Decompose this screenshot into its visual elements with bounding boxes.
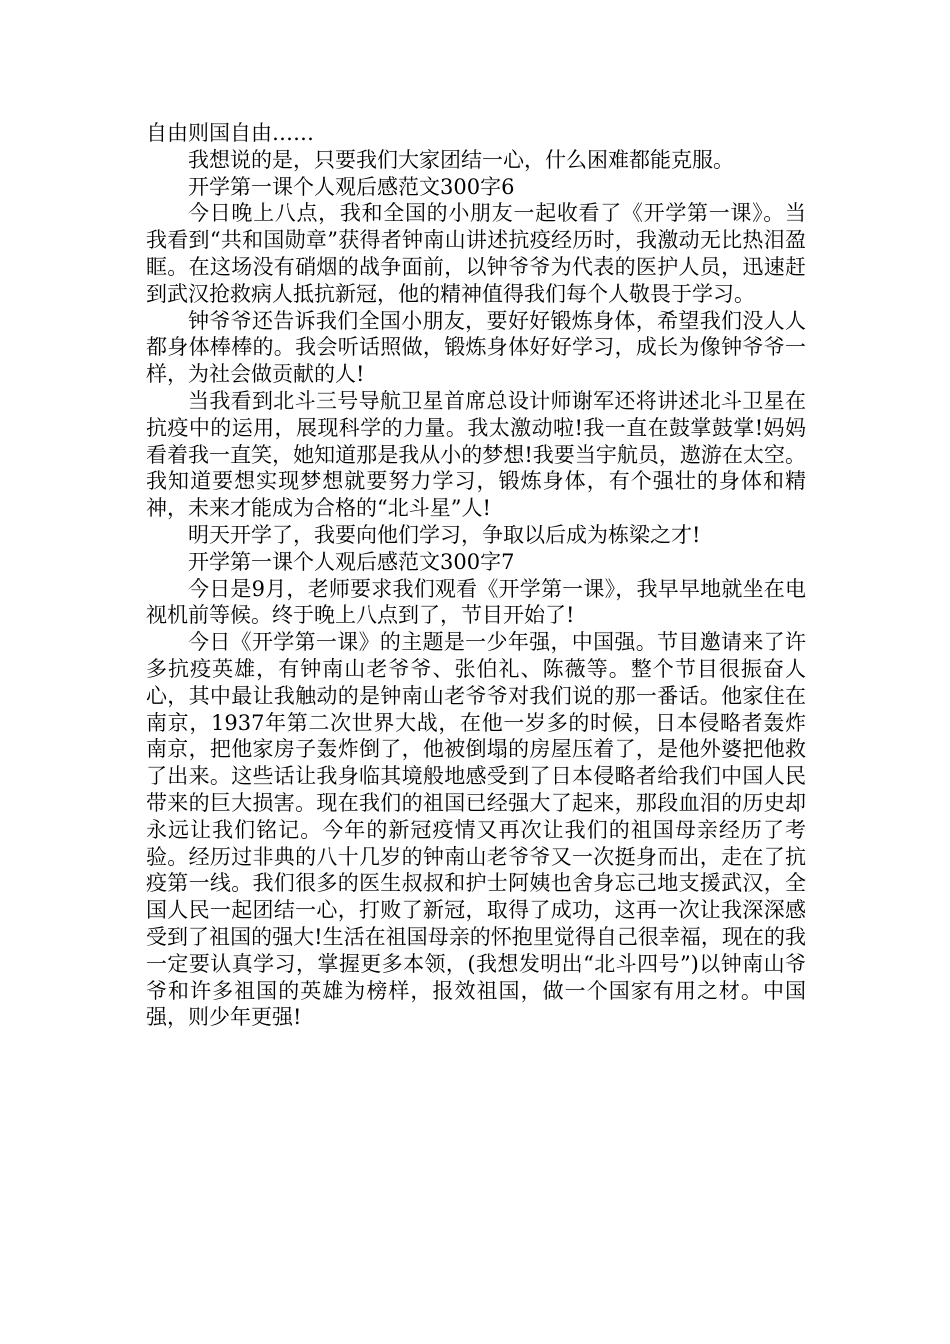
paragraph: 自由则国自由…… [146, 121, 314, 145]
paragraph: 钟爷爷还告诉我们全国小朋友，要好好锻炼身体，希望我们没人人都身体棒棒的。我会听话照做，锻炼身体好好学习，成长为像钟爷爷一样，为社会做贡献的人! [146, 308, 806, 387]
document-body [146, 120, 806, 1031]
paragraph: 今日《开学第一课》的主题是一少年强，中国强。节目邀请来了许多抗疫英雄，有钟南山老爷爷、张伯礼、陈薇等。整个节目很振奋人心，其中最让我触动的是钟南山老爷爷对我们说的那一番话。他家住在南京，1937年第二次世界大战，在他一岁多的时候，日本侵略者轰炸南京，把他家房子轰炸倒了，他被倒塌的房屋压着了，是他外婆把他救了出来。这些话让我身临其境般地感受到了日本侵略者给我们中国人民带来的巨大损害。现在我们的祖国已经强大了起来，那段血泪的历史却永远让我们铭记。今年的新冠疫情又再次让我们的祖国母亲经历了考验。经历过非典的八十几岁的钟南山老爷爷又一次挺身而出，走在了抗疫第一线。我们很多的医生叔叔和护士阿姨也舍身忘己地支援武汉，全国人民一起团结一心，打败了新冠，取得了成功，这再一次让我深深感受到了祖国的强大!生活在祖国母亲的怀抱里觉得自己很幸福，现在的我一定要认真学习，掌握更多本领，(我想发明出“北斗四号”)以钟南山爷爷和许多祖国的英雄为榜样，报效祖国，做一个国家有用之材。中国强，则少年更强! [146, 630, 806, 1030]
section-heading: 开学第一课个人观后感范文300字7 [188, 549, 515, 574]
section-heading: 开学第一课个人观后感范文300字6 [188, 174, 515, 199]
paragraph: 我想说的是，只要我们大家团结一心，什么困难都能克服。 [188, 147, 734, 172]
paragraph: 今日是9月，老师要求我们观看《开学第一课》，我早早地就坐在电视机前等候。终于晚上八点到了，节目开始了! [146, 576, 806, 628]
paragraph: 明天开学了，我要向他们学习，争取以后成为栋梁之才! [188, 522, 701, 547]
paragraph: 当我看到北斗三号导航卫星首席总设计师谢军还将讲述北斗卫星在抗疫中的运用，展现科学的力量。我太激动啦!我一直在鼓掌鼓掌!妈妈看着我一直笑，她知道那是我从小的梦想!我要当宇航员，遨游在太空。我知道要想实现梦想就要努力学习，锻炼身体，有个强壮的身体和精神，未来才能成为合格的“北斗星”人! [146, 388, 806, 521]
paragraph: 今日晚上八点，我和全国的小朋友一起收看了《开学第一课》。当我看到“共和国勋章”获得者钟南山讲述抗疫经历时，我激动无比热泪盈眶。在这场没有硝烟的战争面前，以钟爷爷为代表的医护人员，迅速赶到武汉抢救病人抵抗新冠，他的精神值得我们每个人敬畏于学习。 [146, 201, 806, 306]
